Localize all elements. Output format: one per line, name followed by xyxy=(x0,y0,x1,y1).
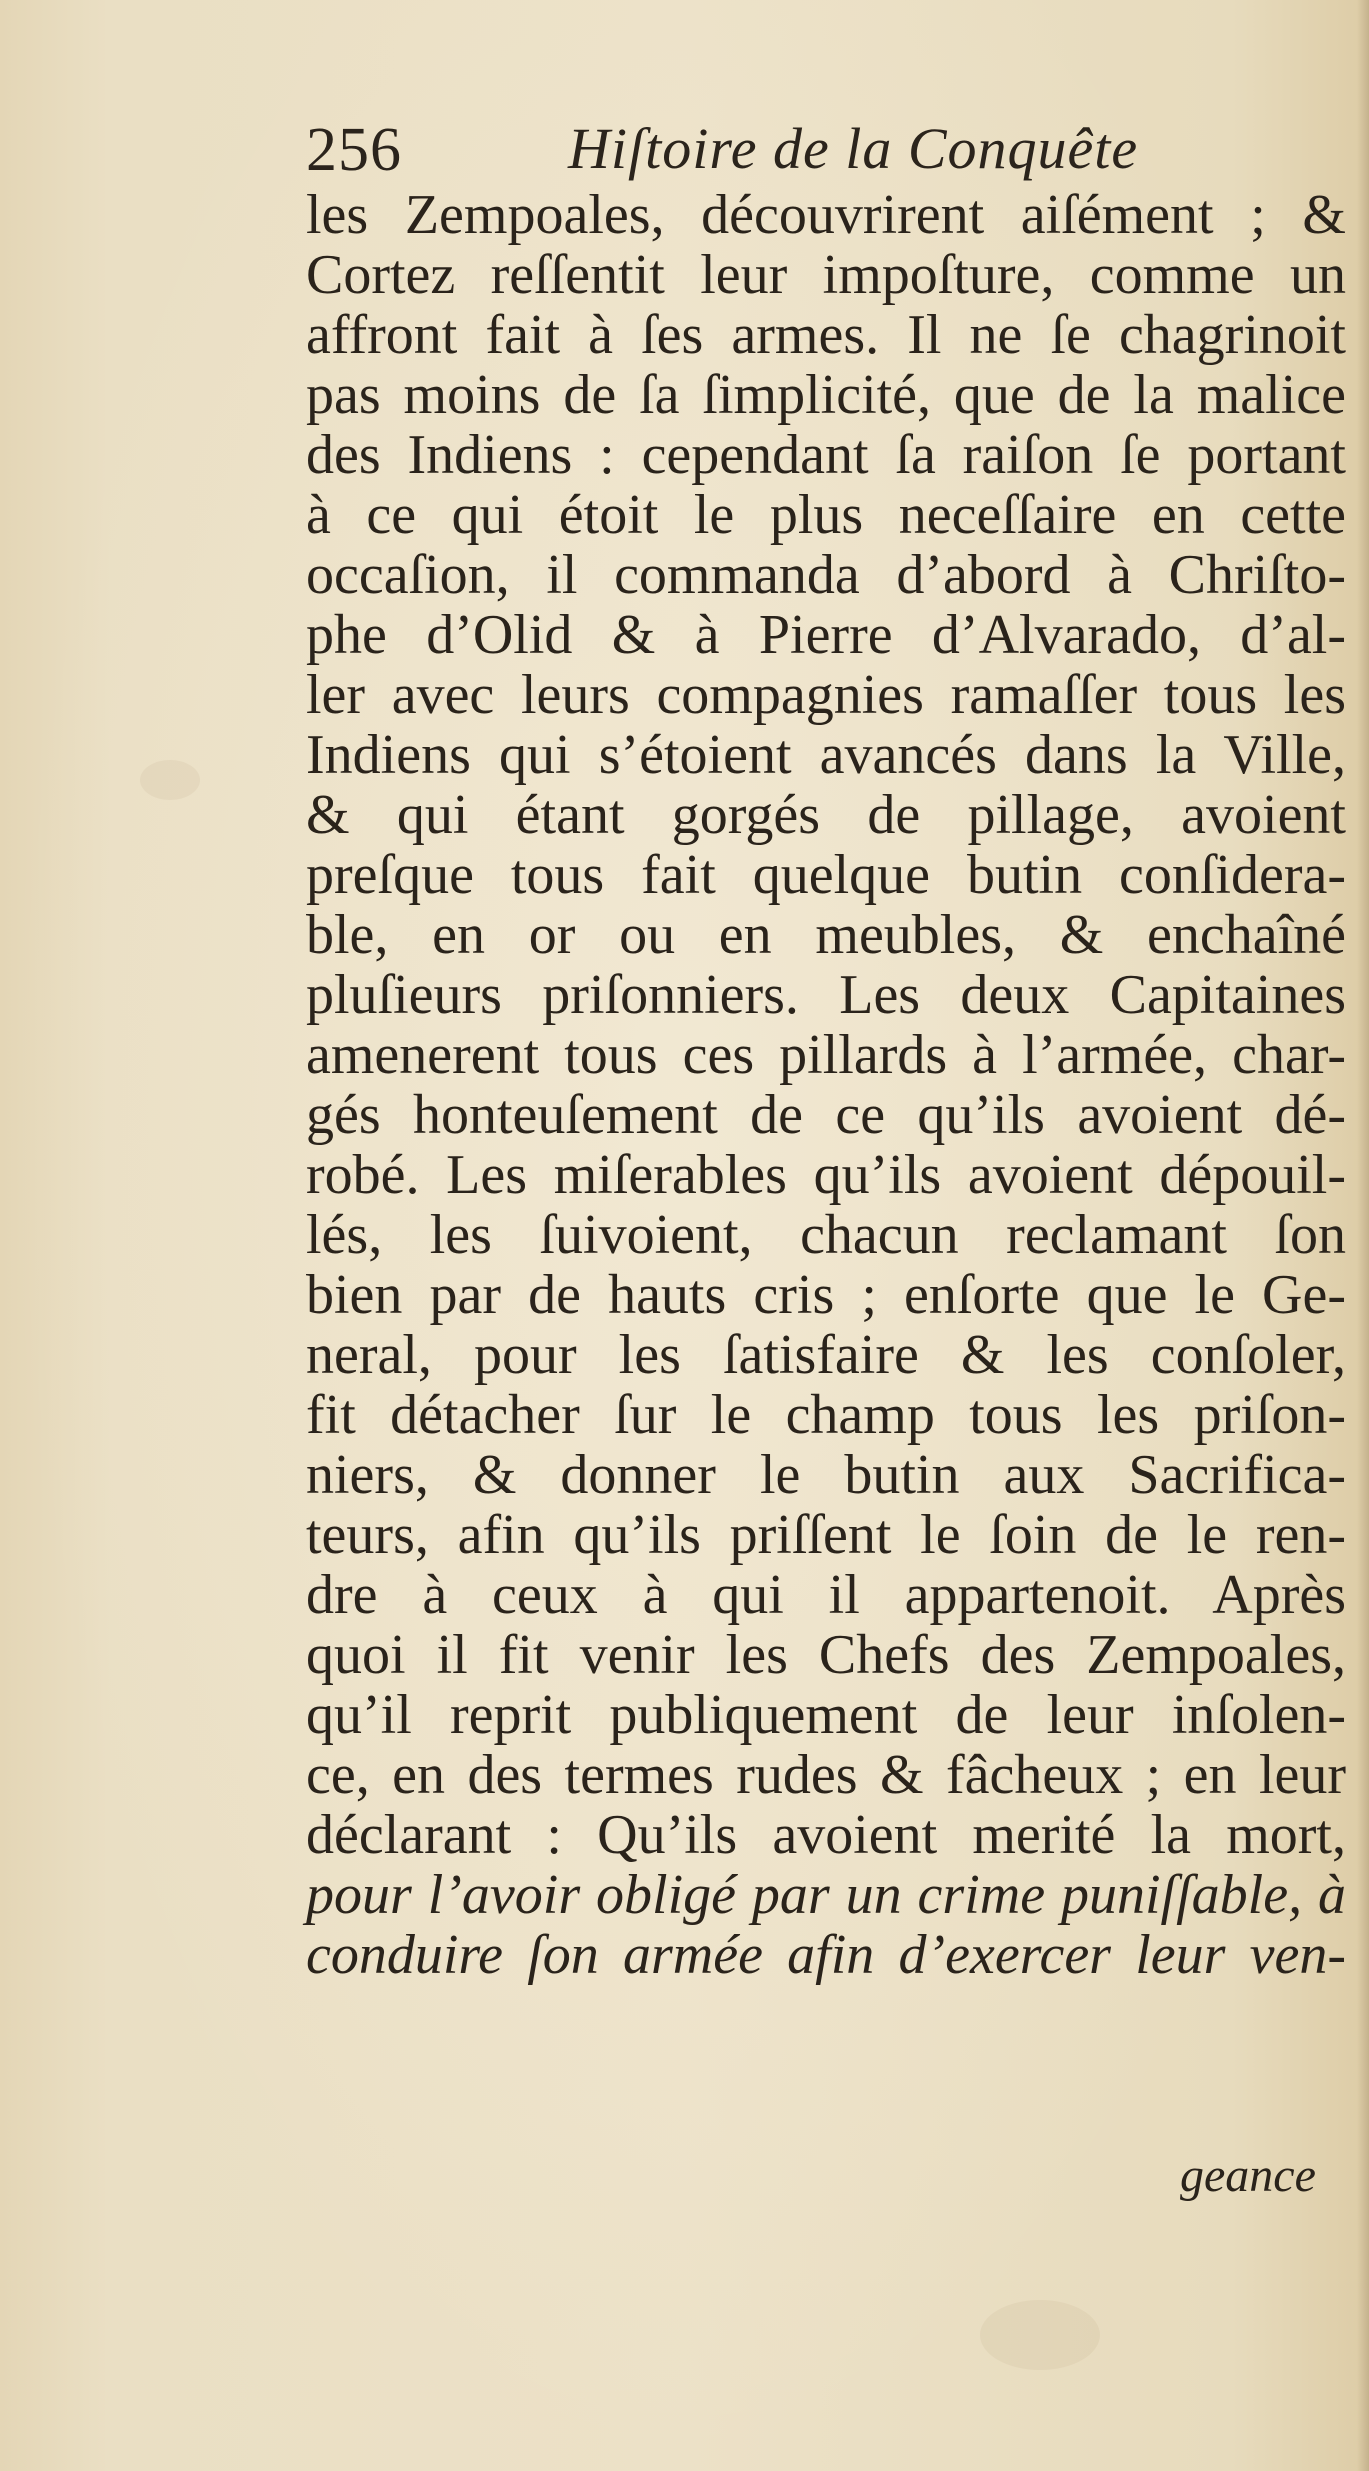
text-line: pluſieurs priſonniers. Les deux Capitaines xyxy=(306,964,1346,1026)
paper-stain xyxy=(140,760,200,800)
text-line: affront fait à ſes armes. Il ne ſe chagrinoit xyxy=(306,304,1346,366)
text-line: gés honteuſement de ce qu’ils avoient dé- xyxy=(306,1084,1346,1146)
text-line: bien par de hauts cris ; enſorte que le Ge- xyxy=(306,1264,1346,1326)
text-line-italic: conduire ſon armée afin d’exercer leur ven- xyxy=(306,1924,1346,1986)
text-line: quoi il fit venir les Chefs des Zempoales, xyxy=(306,1624,1346,1686)
paper-stain xyxy=(980,2300,1100,2370)
page-gutter-shadow xyxy=(1357,0,1369,2471)
text-line: déclarant : Qu’ils avoient merité la mort, xyxy=(306,1804,1346,1866)
text-line: pas moins de ſa ſimplicité, que de la malice xyxy=(306,364,1346,426)
text-line: preſque tous fait quelque butin conſidera- xyxy=(306,844,1346,906)
text-line: teurs, afin qu’ils priſſent le ſoin de le ren- xyxy=(306,1504,1346,1566)
body-text xyxy=(306,185,1346,1985)
text-line: ce, en des termes rudes & fâcheux ; en leur xyxy=(306,1744,1346,1806)
text-line: occaſion, il commanda d’abord à Chriſto- xyxy=(306,544,1346,606)
catchword: geance xyxy=(1180,2149,1316,2202)
text-line: dre à ceux à qui il appartenoit. Après xyxy=(306,1564,1346,1626)
text-line: des Indiens : cependant ſa raiſon ſe portant xyxy=(306,424,1346,486)
text-line: phe d’Olid & à Pierre d’Alvarado, d’al- xyxy=(306,604,1346,666)
text-line-italic: pour l’avoir obligé par un crime puniſſable, à xyxy=(306,1864,1346,1926)
text-line: qu’il reprit publiquement de leur inſolen- xyxy=(306,1684,1346,1746)
text-line: & qui étant gorgés de pillage, avoient xyxy=(306,784,1346,846)
page-header xyxy=(306,115,1206,195)
page-number: 256 xyxy=(306,116,402,184)
text-line: neral, pour les ſatisfaire & les conſoler, xyxy=(306,1324,1346,1386)
text-line: Cortez reſſentit leur impoſture, comme un xyxy=(306,244,1346,306)
text-line: amenerent tous ces pillards à l’armée, char- xyxy=(306,1024,1346,1086)
text-line: niers, & donner le butin aux Sacrifica- xyxy=(306,1444,1346,1506)
text-line: ler avec leurs compagnies ramaſſer tous les xyxy=(306,664,1346,726)
running-title: Hiſtoire de la Conquête xyxy=(568,116,1139,181)
text-line: à ce qui étoit le plus neceſſaire en cette xyxy=(306,484,1346,546)
text-line: ble, en or ou en meubles, & enchaîné xyxy=(306,904,1346,966)
text-line: lés, les ſuivoient, chacun reclamant ſon xyxy=(306,1204,1346,1266)
text-line: fit détacher ſur le champ tous les priſon- xyxy=(306,1384,1346,1446)
text-line: robé. Les miſerables qu’ils avoient dépouil- xyxy=(306,1144,1346,1206)
text-line: les Zempoales, découvrirent aiſément ; & xyxy=(306,184,1346,246)
text-line: Indiens qui s’étoient avancés dans la Ville, xyxy=(306,724,1346,786)
